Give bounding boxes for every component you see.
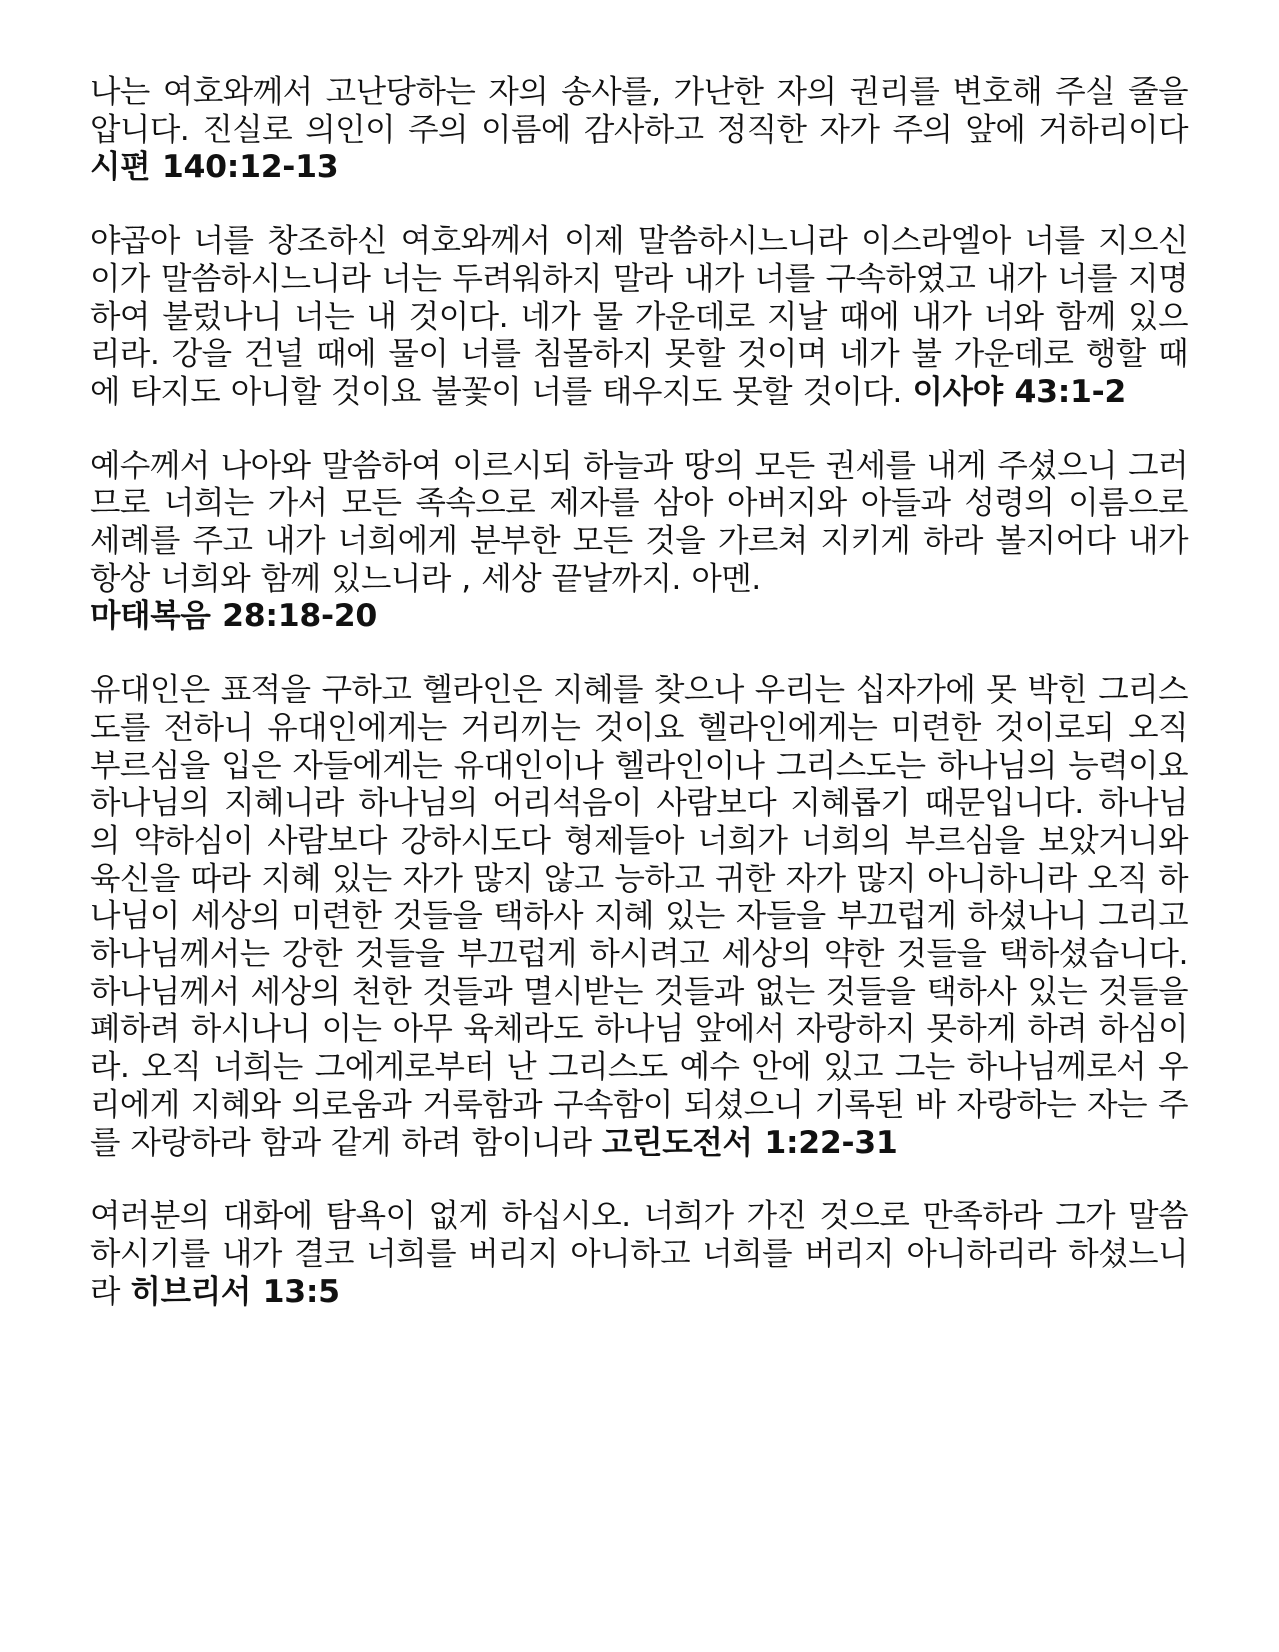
passage-psalm [90, 74, 1188, 187]
passage-text: 유대인은 표적을 구하고 헬라인은 지혜를 찾으나 우리는 십자가에 못 박힌 그리스도를 전하니 유대인에게는 거리끼는 것이요 헬라인에게는 미련한 것이로되 오직 부르심을 입은 자들에게는 유대인이나 헬라인이나 그리스도는 하나님의 능력이요 하나님의 지혜니라 하나님의 어리석음이 사람보다 지혜롭기 때문입니다. 하나님의 약하심이 사람보다 강하시도다 형제들아 너희가 너희의 부르심을 보았거니와 육신을 따라 지혜 있는 자가 많지 않고 능하고 귀한 자가 많지 아니하니라 오직 하나님이 세상의 미련한 것들을 택하사 지혜 있는 자들을 부끄럽게 하셨나니 그리고 하나님께서는 강한 것들을 부끄럽게 하시려고 세상의 약한 것들을 택하셨습니다. 하나님께서 세상의 천한 것들과 멸시받는 것들과 없는 것들을 택하사 있는 것들을 폐하려 하시나니 이는 아무 육체라도 하나님 앞에서 자랑하지 못하게 하려 하심이라. 오직 너희는 그에게로부터 난 그리스도 예수 안에 있고 그는 하나님께로서 우리에게 지혜와 의로움과 거룩함과 구속함이 되셨으니 기록된 바 자랑하는 자는 주를 자랑하라 함과 같게 하려 함이니라 [90, 672, 1188, 1161]
passage-hebrews [90, 1198, 1188, 1311]
passage-text: 야곱아 너를 창조하신 여호와께서 이제 말씀하시느니라 이스라엘아 너를 지으신 이가 말씀하시느니라 너는 두려워하지 말라 내가 너를 구속하였고 내가 너를 지명하여 불렀나니 너는 내 것이다. 네가 물 가운데로 지날 때에 내가 너와 함께 있으리라. 강을 건널 때에 물이 너를 침몰하지 못할 것이며 네가 불 가운데로 행할 때에 타지도 아니할 것이요 불꽃이 너를 태우지도 못할 것이다. [90, 223, 1188, 410]
passage-text: 여러분의 대화에 탐욕이 없게 하십시오. 너희가 가진 것으로 만족하라 그가 말씀하시기를 내가 결코 너희를 버리지 아니하고 너희를 버리지 아니하리라 하셨느니라 [90, 1198, 1188, 1310]
passage-text: 예수께서 나아와 말씀하여 이르시되 하늘과 땅의 모든 권세를 내게 주셨으니 그러므로 너희는 가서 모든 족속으로 제자를 삼아 아버지와 아들과 성령의 이름으로 세례를 주고 내가 너희에게 분부한 모든 것을 가르쳐 지키게 하라 볼지어다 내가 항상 너희와 함께 있느니라 , 세상 끝날까지. 아멘. [90, 447, 1188, 597]
passage-reference: 이사야 43:1-2 [912, 373, 1127, 410]
passage-corinthians [90, 672, 1188, 1162]
document-page [90, 74, 1188, 1311]
passage-reference: 고린도전서 1:22-31 [602, 1124, 898, 1161]
passage-text: 나는 여호와께서 고난당하는 자의 송사를, 가난한 자의 권리를 변호해 주실 줄을 압니다. 진실로 의인이 주의 이름에 감사하고 정직한 자가 주의 앞에 거하리이다 [90, 74, 1188, 148]
passage-isaiah [90, 223, 1188, 412]
passage-reference: 히브리서 13:5 [130, 1273, 340, 1310]
passage-reference: 마태복음 28:18-20 [90, 598, 377, 635]
passage-reference: 시편 140:12-13 [90, 149, 339, 186]
passage-matthew [90, 448, 1188, 637]
